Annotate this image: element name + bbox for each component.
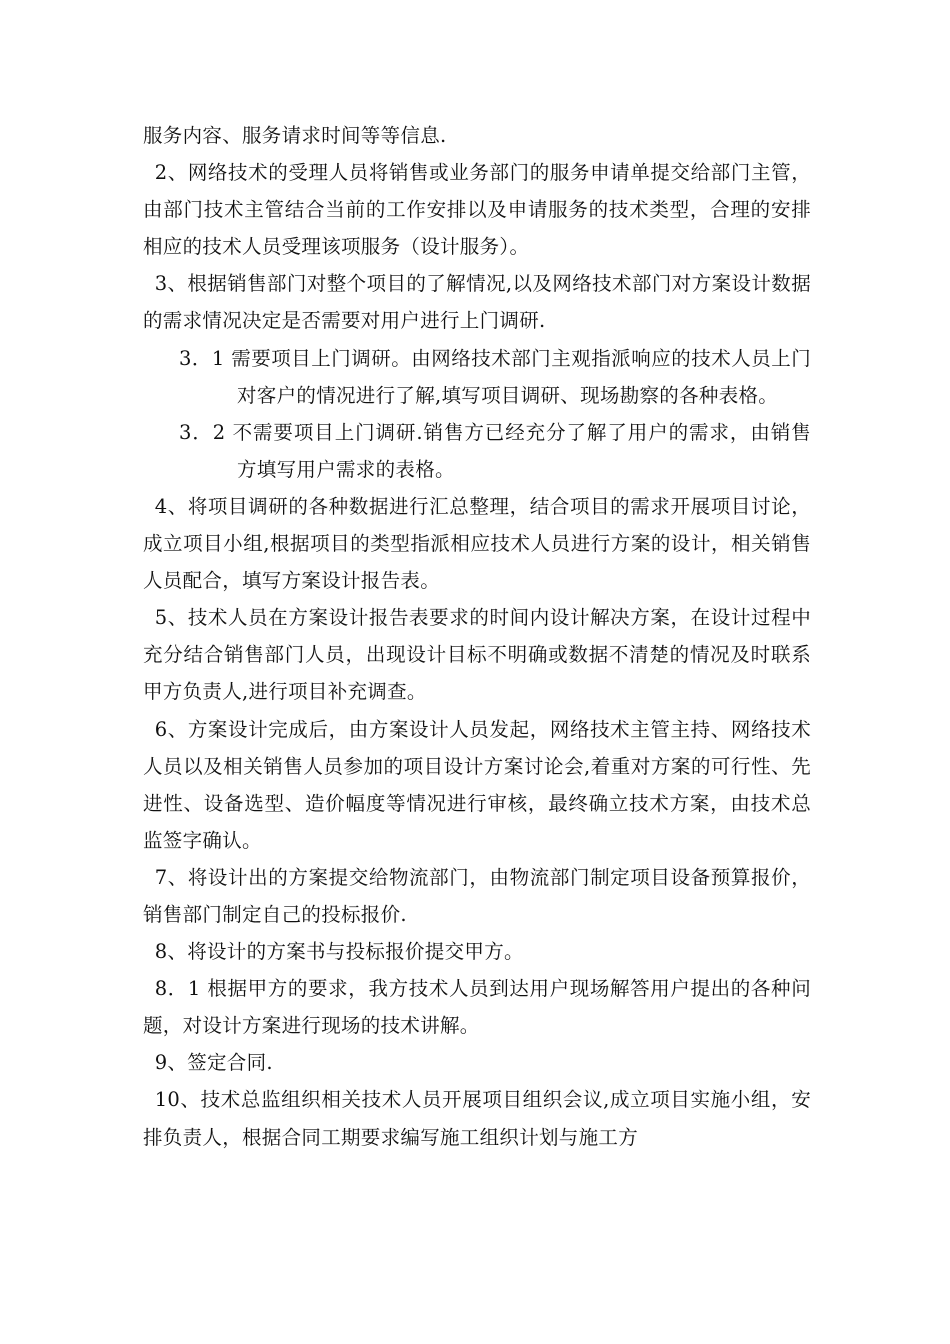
paragraph-step-3-1: 3．1 需要项目上门调研。由网络技术部门主观指派响应的技术人员上门对客户的情况进行了解,填写项目调研、现场勘察的各种表格。 <box>179 346 811 407</box>
paragraph-step-4: 4、将项目调研的各种数据进行汇总整理，结合项目的需求开展项目讨论，成立项目小组,根据项目的类型指派相应技术人员进行方案的设计，相关销售人员配合，填写方案设计报告表。 <box>143 494 811 593</box>
paragraph-step-2: 2、网络技术的受理人员将销售或业务部门的服务申请单提交给部门主管，由部门技术主管结合当前的工作安排以及申请服务的技术类型，合理的安排相应的技术人员受理该项服务（设计服务）。 <box>143 161 811 259</box>
paragraph-step-9: 9、签定合同. <box>154 1051 273 1075</box>
paragraph-step-3: 3、根据销售部门对整个项目的了解情况,以及网络技术部门对方案设计数据的需求情况决定是否需要对用户进行上门调研. <box>143 272 811 333</box>
document-page <box>143 117 811 1156</box>
paragraph-continued: 服务内容、服务请求时间等等信息. <box>143 124 447 147</box>
paragraph-step-6: 6、方案设计完成后，由方案设计人员发起，网络技术主管主持、网络技术人员以及相关销售人员参加的项目设计方案讨论会,着重对方案的可行性、先进性、设备选型、造价幅度等情况进行审核，最终确立技术方案，由技术总监签字确认。 <box>143 717 811 852</box>
paragraph-step-3-2: 3．2 不需要项目上门调研.销售方已经充分了解了用户的需求，由销售方填写用户需求的表格。 <box>179 420 811 481</box>
paragraph-step-10: 10、技术总监组织相关技术人员开展项目组织会议,成立项目实施小组，安排负责人，根据合同工期要求编写施工组织计划与施工方 <box>143 1088 811 1149</box>
paragraph-step-7: 7、将设计出的方案提交给物流部门，由物流部门制定项目设备预算报价，销售部门制定自己的投标报价. <box>143 865 811 926</box>
paragraph-step-8-1: 8．1 根据甲方的要求，我方技术人员到达用户现场解答用户提出的各种问题，对设计方案进行现场的技术讲解。 <box>143 977 811 1038</box>
paragraph-step-5: 5、技术人员在方案设计报告表要求的时间内设计解决方案，在设计过程中充分结合销售部门人员，出现设计目标不明确或数据不清楚的情况及时联系甲方负责人,进行项目补充调查。 <box>143 606 811 704</box>
paragraph-step-8: 8、将设计的方案书与投标报价提交甲方。 <box>154 940 524 964</box>
